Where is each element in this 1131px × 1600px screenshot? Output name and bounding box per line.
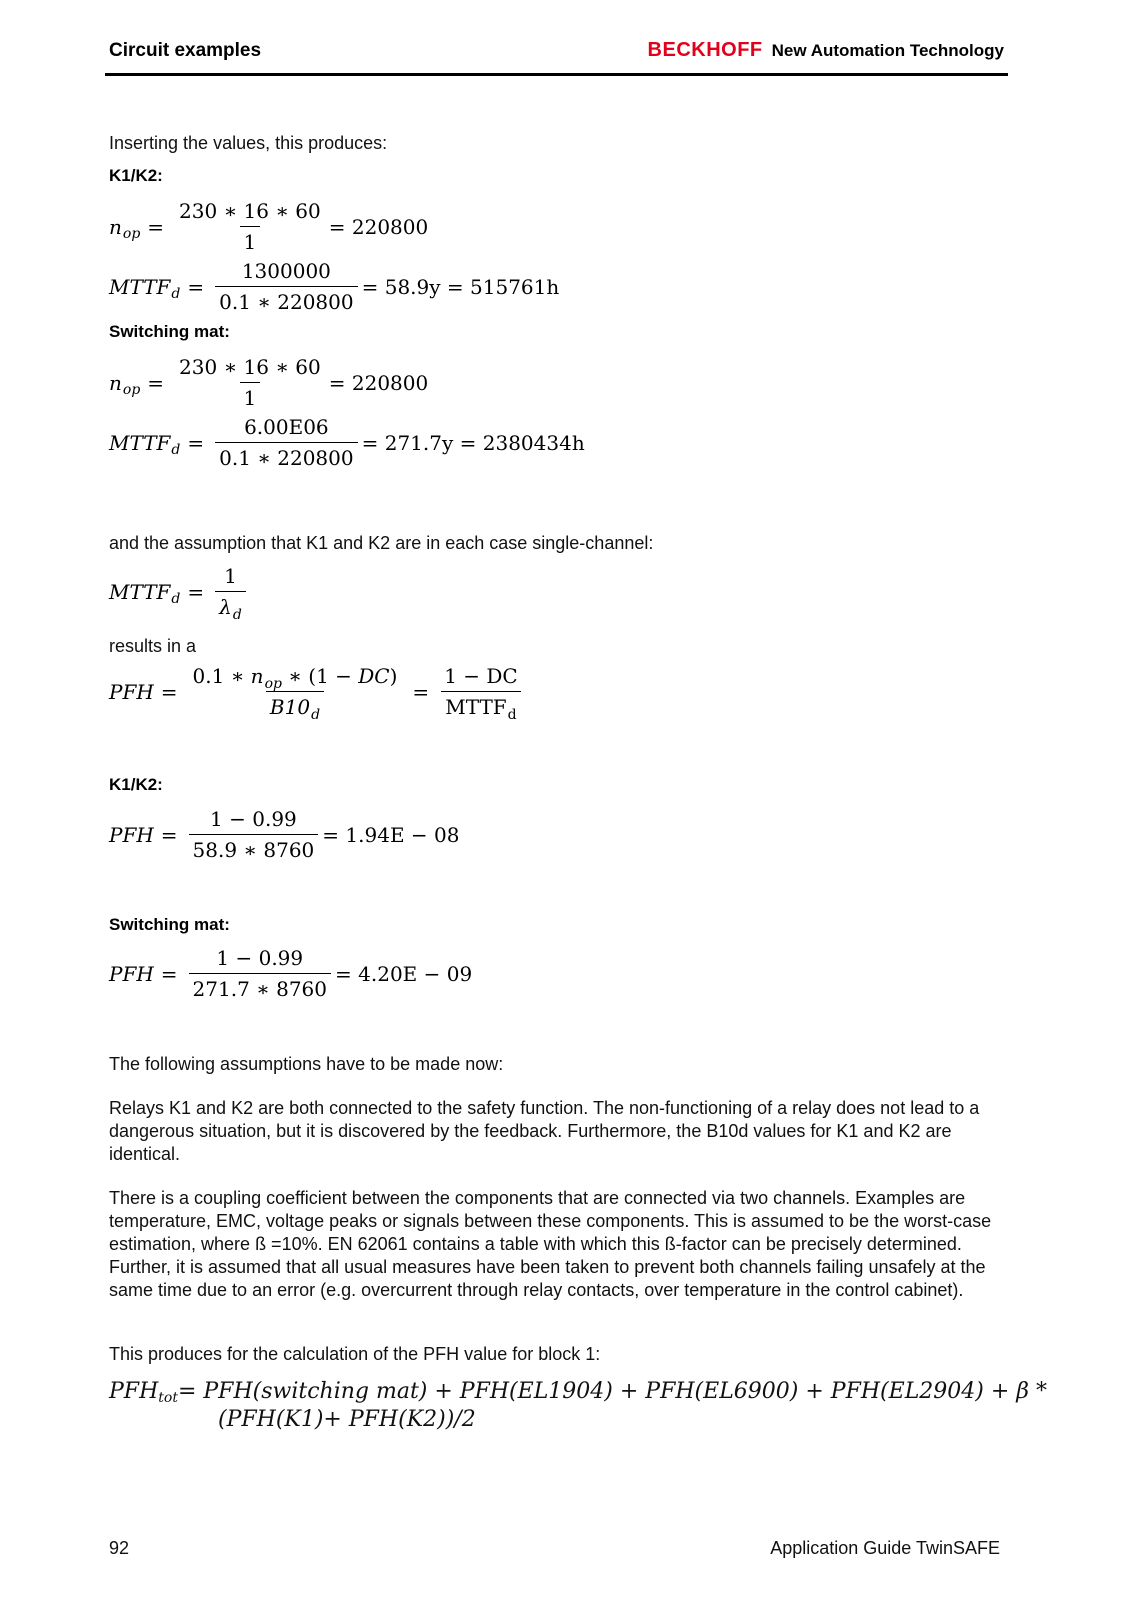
results-in-text: results in a: [109, 636, 197, 656]
document-title: Application Guide TwinSAFE: [770, 1538, 1000, 1558]
page-number: 92: [109, 1538, 130, 1558]
brand-tagline: New Automation Technology: [771, 41, 1004, 60]
switching-nop-equation: n op = $\frac{230 ∗ 16 ∗ 60}{1}$ = 220800: [109, 355, 429, 410]
switching-nop-denominator: 1: [240, 382, 261, 410]
k1k2-nop-equation: n op = $\frac{230 ∗ 16 ∗ 60}{1}$ = 220800: [109, 199, 429, 254]
brand-name: BECKHOFF: [647, 39, 763, 61]
pfh-general-denominator-1: $B10_d$: [266, 691, 324, 719]
pfh-general-equation: PFH = $\frac{0.1 ∗ n_{op} ∗ (1 - DC)}{B10_d}$ = $\frac{1 - DC}{MTTF_d}$: [109, 664, 526, 719]
k1k2-mttf-numerator: 1300000: [241, 259, 331, 283]
pfh-general-numerator-1: 0.1 ∗ $n_{op}$ ∗ (1 − DC): [192, 664, 398, 692]
single-channel-assumption: and the assumption that K1 and K2 are in each case single-channel:: [109, 533, 654, 553]
k1k2-pfh-numerator: 1 − 0.99: [210, 807, 297, 831]
intro-text: Inserting the values, this produces:: [109, 133, 388, 153]
k1k2-mttf-denominator: 0.1 ∗ 220800: [215, 286, 357, 314]
mttf-lambda-numerator: 1: [224, 564, 237, 588]
switching-pfh-denominator: 271.7 ∗ 8760: [189, 973, 331, 1001]
k1k2-label: K1/K2:: [109, 166, 163, 185]
switching-pfh-label: Switching mat:: [109, 915, 230, 934]
assumptions-intro: The following assumptions have to be made now:: [109, 1054, 504, 1074]
pfh-general-denominator-2: $MTTF_d$: [441, 691, 520, 719]
k1k2-pfh-equation: PFH = $\frac{1 - 0.99}{58.9 ∗ 8760}$ = 1.94E − 08: [109, 807, 460, 862]
switching-mttf-numerator: 6.00E06: [244, 415, 329, 439]
section-title: Circuit examples: [109, 40, 262, 61]
mttf-lambda-denominator: $\lambda_d$: [215, 591, 246, 619]
switching-mat-label: Switching mat:: [109, 322, 230, 341]
paragraph-relays: Relays K1 and K2 are both connected to the safety function. The non-functioning of a relay does not lead to a dangerous situation, but it is discovered by the feedback. Furthermore, the B10d values for K1 and K2 are identical.: [109, 1098, 980, 1164]
switching-mttf-equation: MTTF d = $\frac{6.00E06}{0.1 ∗ 220800}$ = 271.7y = 2380434h: [109, 415, 585, 470]
switching-mttf-denominator: 0.1 ∗ 220800: [215, 442, 357, 470]
pfh-general-numerator-2: 1 − DC: [444, 664, 518, 688]
switching-pfh-numerator: 1 − 0.99: [216, 946, 304, 970]
switching-mttf-result: = 271.7y = 2380434h: [361, 430, 585, 455]
switching-pfh-result: = 4.20E − 09: [335, 961, 473, 986]
k1k2-pfh-label: K1/K2:: [109, 775, 163, 794]
k1k2-nop-result: = 220800: [328, 214, 429, 239]
switching-pfh-equation: PFH = $\frac{1 - 0.99}{271.7 ∗ 8760}$ = 4.20E − 09: [109, 946, 473, 1001]
k1k2-pfh-result: = 1.94E − 08: [322, 822, 460, 847]
switching-nop-numerator: 230 ∗ 16 ∗ 60: [179, 355, 321, 379]
pfh-total-formula-line2: (PFH(K1)+ PFH(K2))/2: [218, 1407, 476, 1432]
brand-logo: [648, 39, 1004, 62]
pfh-total-formula-line1: PFHtot= PFH(switching mat) + PFH(EL1904) + PFH(EL6900) + PFH(EL2904) + β *: [109, 1379, 1048, 1406]
k1k2-mttf-result: = 58.9y = 515761h: [361, 274, 560, 299]
k1k2-nop-denominator: 1: [240, 226, 261, 254]
paragraph-coupling: There is a coupling coefficient between the components that are connected via two channels. Examples are temperature, EMC, voltage peaks or signals between these components. This is assumed to be the worst-case estimation, where ß =10%. EN 62061 contains a table with which this ß-factor can be precisely determined. Further, it is assumed that all usual measures have been taken to prevent both channels failing unsafely at the same time due to an error (e.g. overcurrent through relay contacts, over temperature in the control cabinet).: [109, 1188, 992, 1300]
k1k2-nop-numerator: 230 ∗ 16 ∗ 60: [179, 199, 321, 223]
switching-nop-result: = 220800: [328, 370, 429, 395]
mttf-lambda-equation: MTTF d = $\frac{1}{\lambda_d}$: [109, 564, 250, 619]
k1k2-pfh-denominator: 58.9 ∗ 8760: [189, 834, 319, 862]
k1k2-mttf-equation: MTTF d = $\frac{1300000}{0.1 ∗ 220800}$ = 58.9y = 515761h: [109, 259, 560, 314]
block1-intro: This produces for the calculation of the PFH value for block 1:: [109, 1344, 601, 1364]
header-rule: [105, 73, 1008, 76]
